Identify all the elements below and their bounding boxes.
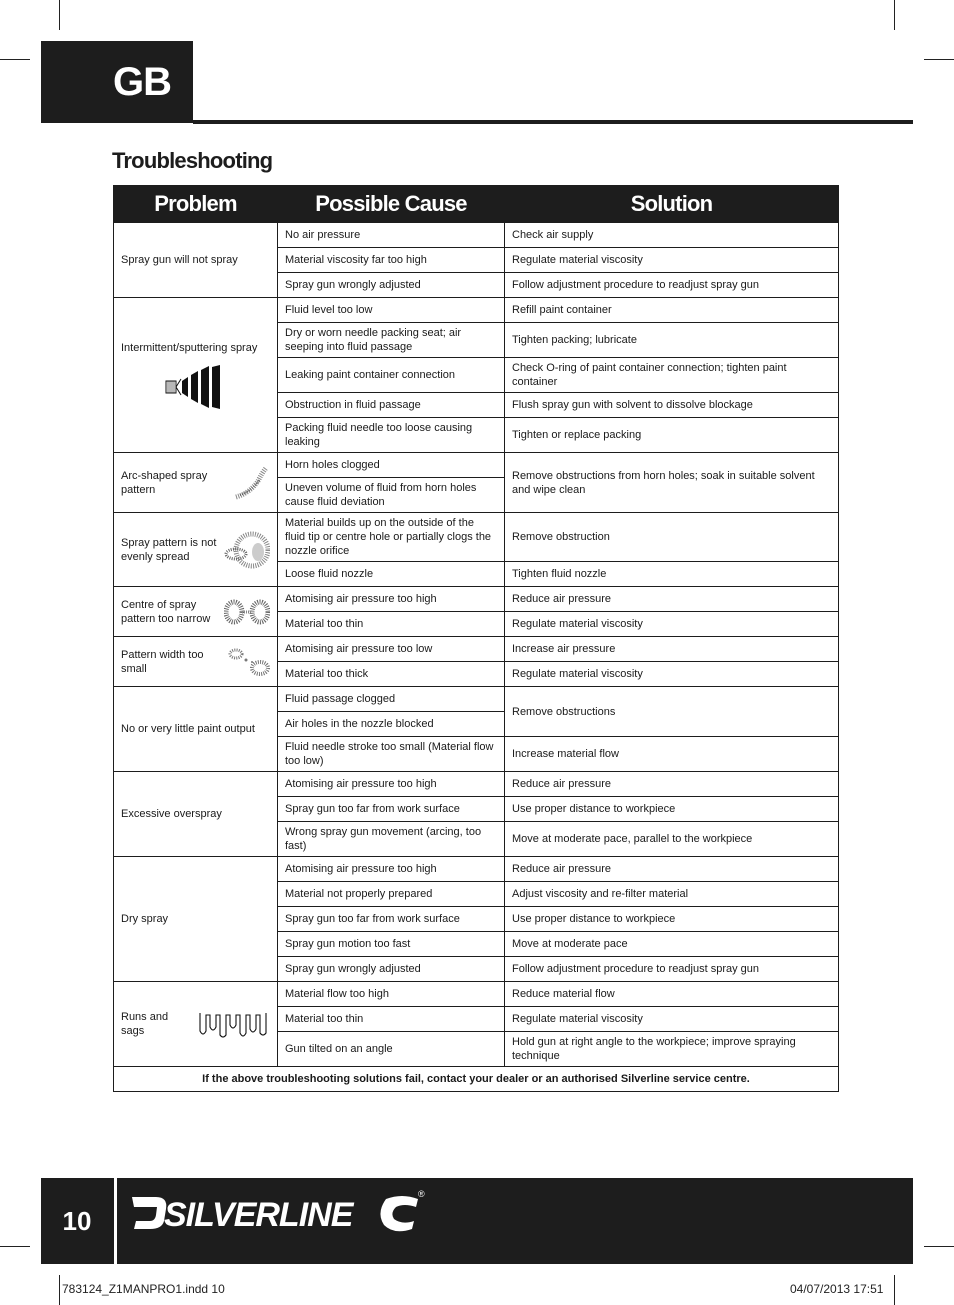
solution-cell: Use proper distance to workpiece [505, 907, 839, 932]
crop-mark [924, 59, 954, 60]
table-footer-row [114, 1067, 839, 1092]
cause-cell: Air holes in the nozzle blocked [278, 712, 505, 737]
cause-cell: Atomising air pressure too high [278, 857, 505, 882]
solution-cell: Refill paint container [505, 298, 839, 323]
cause-cell: Spray gun too far from work surface [278, 797, 505, 822]
solution-cell: Tighten packing; lubricate [505, 323, 839, 358]
small-pattern-icon [226, 646, 270, 678]
footer-note: If the above troubleshooting solutions fail, contact your dealer or an authorised Silverline service centre. [114, 1067, 839, 1092]
solution-cell: Move at moderate pace [505, 932, 839, 957]
problem-label: Spray gun will not spray [121, 254, 238, 266]
solution-cell: Reduce air pressure [505, 857, 839, 882]
file-slug: 783124_Z1MANPRO1.indd 10 [62, 1282, 225, 1296]
problem-cell [114, 298, 278, 453]
solution-cell: Regulate material viscosity [505, 1007, 839, 1032]
cause-cell: Leaking paint container connection [278, 358, 505, 393]
column-header-problem: Problem [114, 186, 278, 223]
problem-label: Intermittent/sputtering spray [121, 342, 258, 354]
region-code: GB [113, 59, 171, 104]
cause-cell: Material too thick [278, 662, 505, 687]
table-body [114, 223, 839, 1067]
table-header-row [114, 186, 839, 223]
cause-cell: Loose fluid nozzle [278, 562, 505, 587]
problem-cell [114, 857, 278, 982]
crop-mark [0, 59, 30, 60]
registered-mark: ® [418, 1189, 425, 1199]
crop-mark [894, 1275, 895, 1305]
table-row [114, 687, 839, 712]
problem-label: Arc-shaped spray pattern [121, 469, 208, 496]
crop-mark [59, 1275, 60, 1305]
cause-cell: Fluid passage clogged [278, 687, 505, 712]
problem-label: Spray pattern is not evenly spread [121, 536, 217, 563]
cause-cell: Spray gun wrongly adjusted [278, 273, 505, 298]
solution-cell: Check O-ring of paint container connection; tighten paint container [505, 358, 839, 393]
problem-cell [114, 513, 278, 587]
solution-cell: Remove obstruction [505, 513, 839, 562]
table-row [114, 298, 839, 323]
solution-cell: Move at moderate pace, parallel to the workpiece [505, 822, 839, 857]
solution-cell: Increase material flow [505, 737, 839, 772]
table-row [114, 772, 839, 797]
cause-cell: Atomising air pressure too high [278, 772, 505, 797]
cause-cell: Material not properly prepared [278, 882, 505, 907]
solution-cell: Remove obstructions from horn holes; soak in suitable solvent and wipe clean [505, 453, 839, 513]
narrow-centre-pattern-icon [224, 599, 270, 625]
table-row [114, 637, 839, 662]
cause-cell: Horn holes clogged [278, 453, 505, 478]
header-rule [193, 120, 913, 124]
problem-label: Centre of spray pattern too narrow [121, 598, 211, 625]
cause-cell: Material builds up on the outside of the fluid tip or centre hole or partially clogs the nozzle orifice [278, 513, 505, 562]
crop-mark [0, 1246, 30, 1247]
table-row [114, 513, 839, 562]
solution-cell: Flush spray gun with solvent to dissolve blockage [505, 393, 839, 418]
solution-cell: Remove obstructions [505, 687, 839, 737]
problem-cell [114, 772, 278, 857]
cause-cell: Wrong spray gun movement (arcing, too fast) [278, 822, 505, 857]
cause-cell: Gun tilted on an angle [278, 1032, 505, 1067]
cause-cell: Atomising air pressure too high [278, 587, 505, 612]
crop-mark [59, 0, 60, 30]
uneven-spray-pattern-icon [222, 530, 270, 570]
problem-label: Runs and sags [121, 1011, 169, 1037]
solution-cell: Adjust viscosity and re-filter material [505, 882, 839, 907]
cause-cell: Dry or worn needle packing seat; air seeping into fluid passage [278, 323, 505, 358]
column-header-solution: Solution [505, 186, 839, 223]
solution-cell: Reduce air pressure [505, 772, 839, 797]
solution-cell: Use proper distance to workpiece [505, 797, 839, 822]
runs-and-sags-icon [198, 1009, 270, 1039]
cause-cell: Atomising air pressure too low [278, 637, 505, 662]
column-header-cause: Possible Cause [278, 186, 505, 223]
solution-cell: Follow adjustment procedure to readjust spray gun [505, 273, 839, 298]
problem-cell [114, 687, 278, 772]
solution-cell: Reduce material flow [505, 982, 839, 1007]
arc-spray-pattern-icon [232, 465, 270, 501]
brand-name: SILVERLINE [164, 1196, 353, 1234]
page-number: 10 [62, 1205, 92, 1236]
cause-cell: Packing fluid needle too loose causing leaking [278, 418, 505, 453]
cause-cell: Material too thin [278, 1007, 505, 1032]
problem-label: No or very little paint output [121, 723, 255, 735]
cause-cell: Material flow too high [278, 982, 505, 1007]
solution-cell: Hold gun at right angle to the workpiece; improve spraying technique [505, 1032, 839, 1067]
silverline-logo [128, 1187, 428, 1242]
cause-cell: Spray gun motion too fast [278, 932, 505, 957]
table-row [114, 587, 839, 612]
solution-cell: Follow adjustment procedure to readjust spray gun [505, 957, 839, 982]
problem-cell [114, 223, 278, 298]
cause-cell: Obstruction in fluid passage [278, 393, 505, 418]
crop-mark [894, 0, 895, 30]
cause-cell: Material viscosity far too high [278, 248, 505, 273]
problem-cell [114, 587, 278, 637]
problem-cell [114, 982, 278, 1067]
table-row [114, 982, 839, 1007]
solution-cell: Tighten fluid nozzle [505, 562, 839, 587]
cause-cell: Spray gun too far from work surface [278, 907, 505, 932]
problem-label: Excessive overspray [121, 808, 222, 820]
solution-cell: Reduce air pressure [505, 587, 839, 612]
table-row [114, 453, 839, 478]
page-title: Troubleshooting [112, 148, 273, 173]
problem-label: Pattern width too small [121, 648, 204, 675]
cause-cell: Uneven volume of fluid from horn holes cause fluid deviation [278, 478, 505, 513]
solution-cell: Check air supply [505, 223, 839, 248]
problem-cell [114, 637, 278, 687]
cause-cell: Material too thin [278, 612, 505, 637]
troubleshooting-table [113, 185, 839, 1092]
sputtering-spray-icon [165, 365, 223, 409]
table-row [114, 857, 839, 882]
cause-cell: Fluid level too low [278, 298, 505, 323]
solution-cell: Regulate material viscosity [505, 612, 839, 637]
crop-mark [924, 1246, 954, 1247]
date-slug: 04/07/2013 17:51 [790, 1282, 884, 1296]
footer-divider [114, 1178, 117, 1264]
solution-cell: Tighten or replace packing [505, 418, 839, 453]
problem-label: Dry spray [121, 913, 169, 925]
cause-cell: Spray gun wrongly adjusted [278, 957, 505, 982]
solution-cell: Regulate material viscosity [505, 662, 839, 687]
solution-cell: Regulate material viscosity [505, 248, 839, 273]
region-tab [41, 41, 193, 123]
cause-cell: Fluid needle stroke too small (Material flow too low) [278, 737, 505, 772]
table-row [114, 223, 839, 248]
solution-cell: Increase air pressure [505, 637, 839, 662]
problem-cell [114, 453, 278, 513]
cause-cell: No air pressure [278, 223, 505, 248]
